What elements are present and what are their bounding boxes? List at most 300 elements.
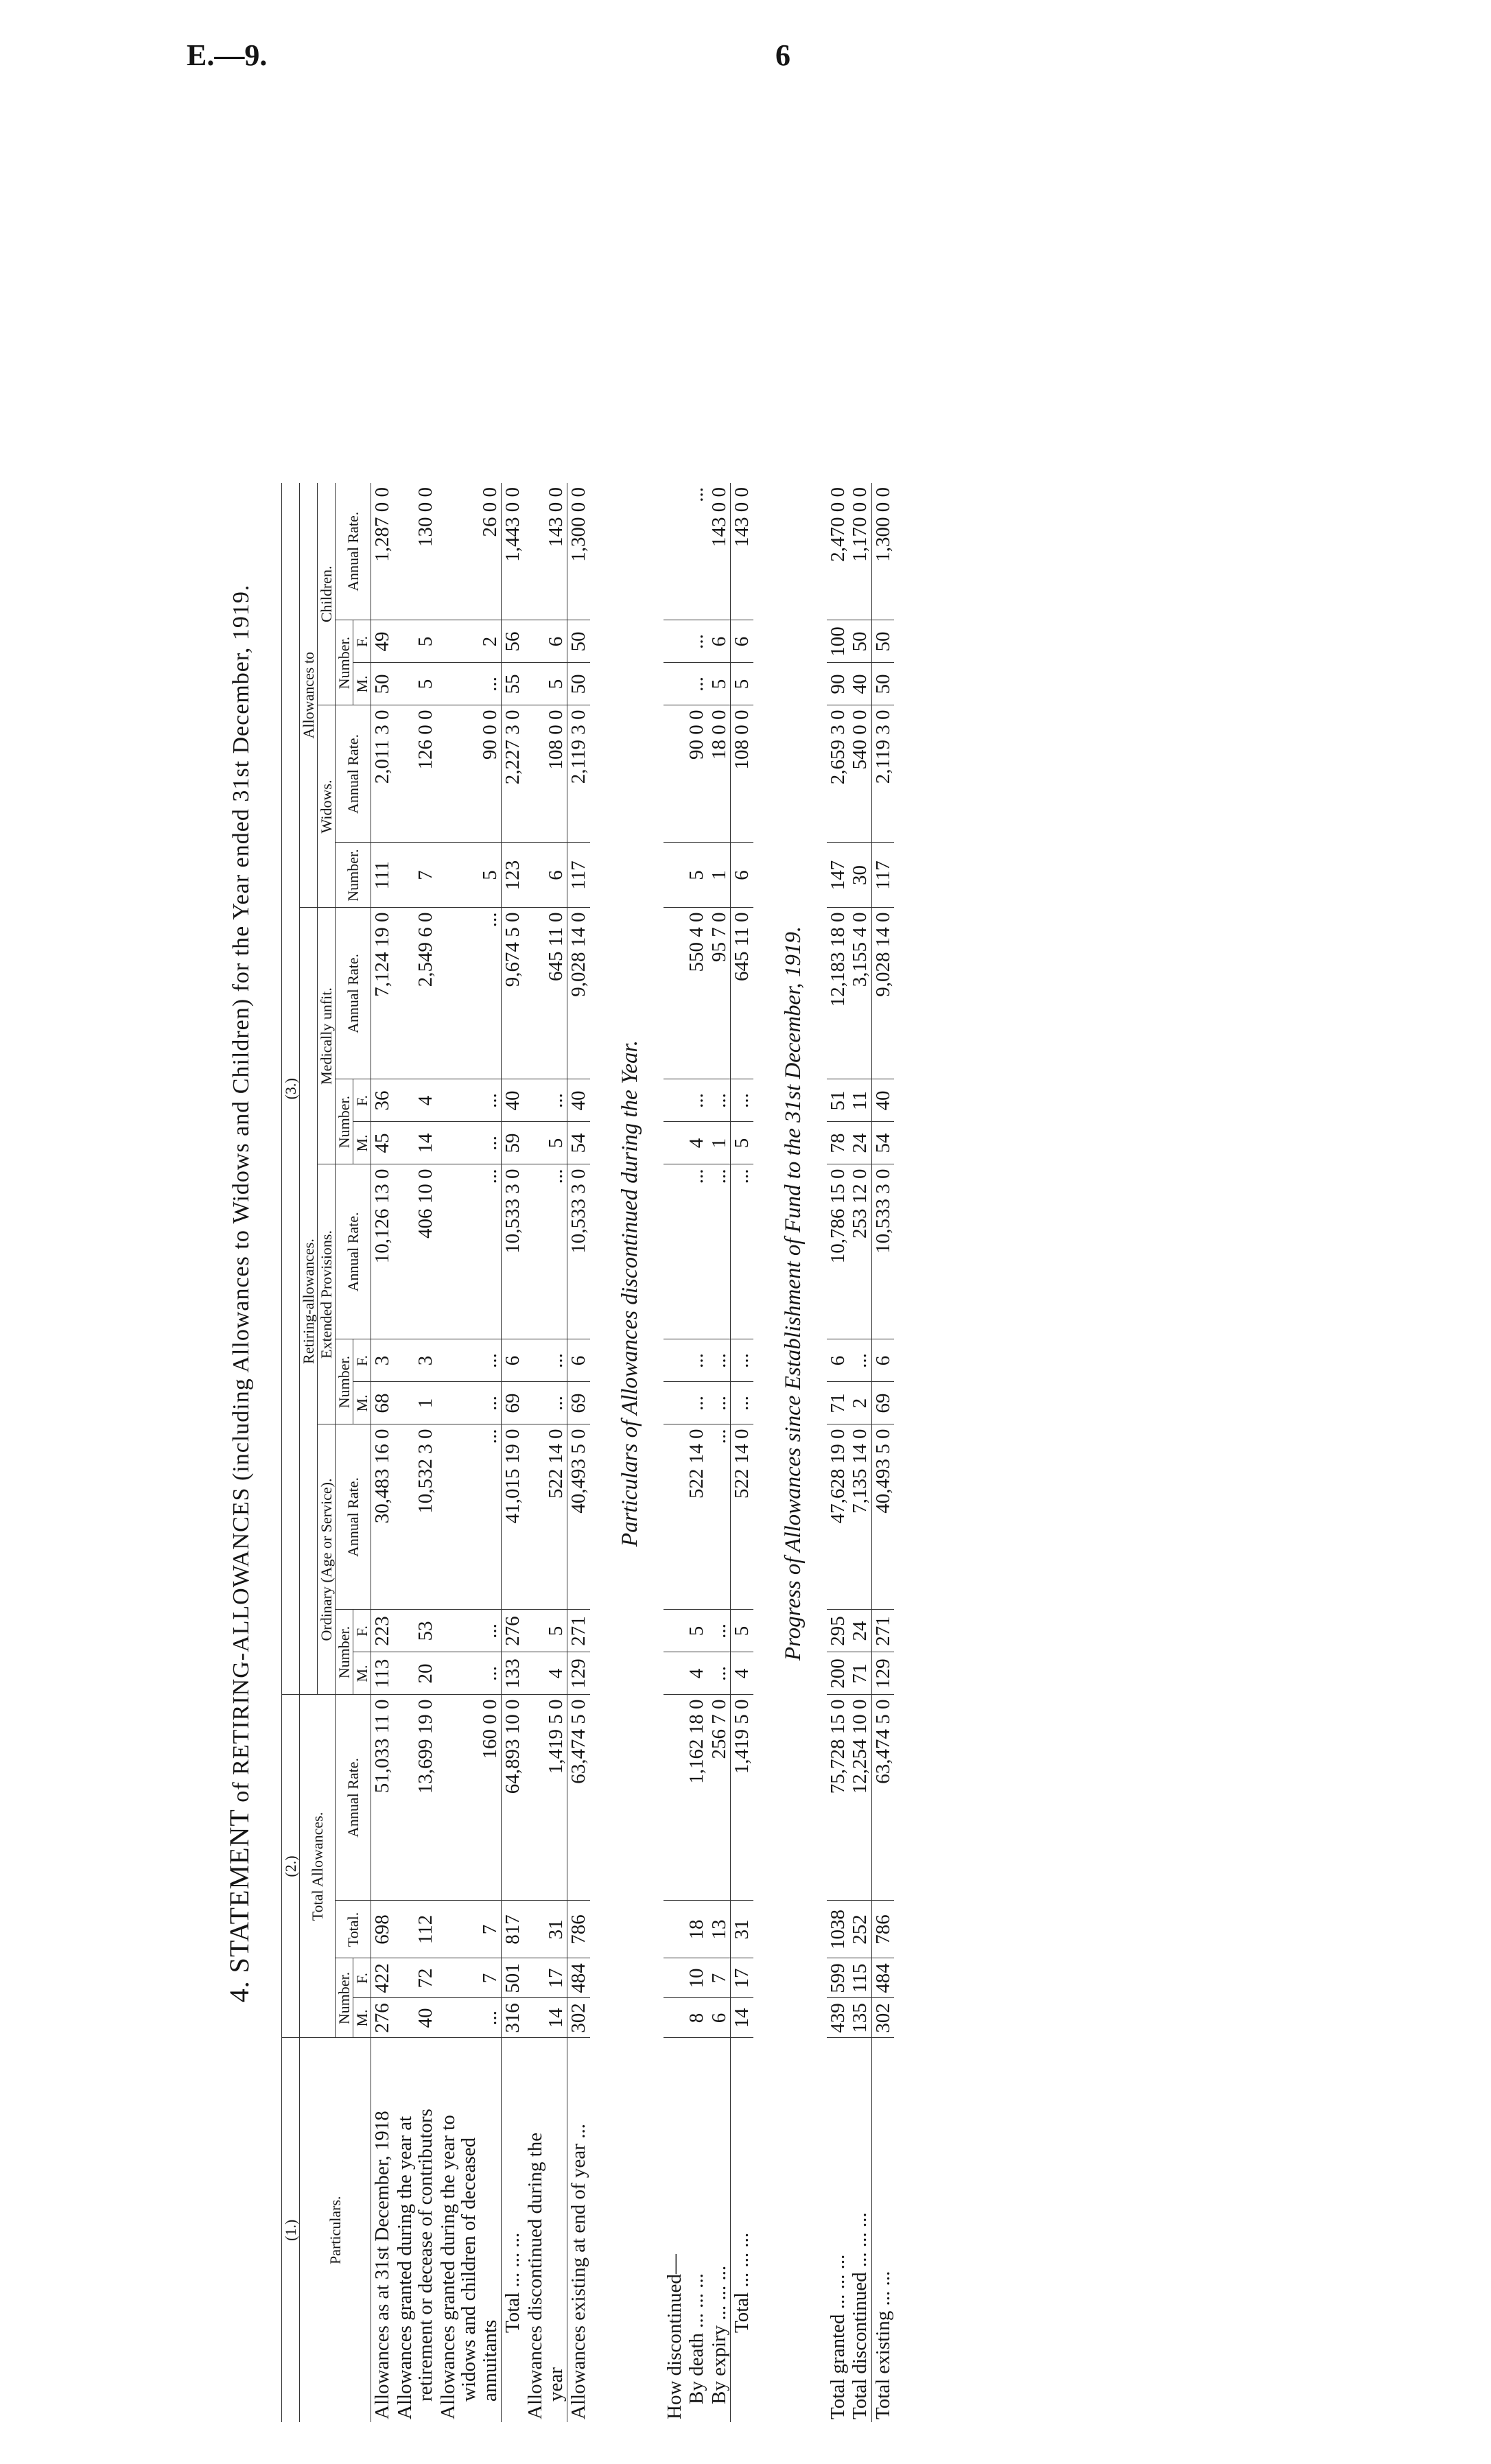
cell-of [664,1610,685,1652]
row-label-line: Allowances existing at end of year ... [567,2124,590,2419]
cell-or: 7,135 14 0 [849,1424,871,1610]
row-label-line: Total ... ... ... [502,2232,524,2333]
cell-cr: 2,470 0 0 [827,483,849,620]
total-total-header: Total. [336,1901,371,1958]
cell-em: 68 [371,1382,394,1424]
cell-tf [664,1958,685,1998]
cell-wr: 2,659 3 0 [827,705,849,843]
cell-cm: ... [437,663,502,705]
cell-tt: 786 [871,1901,894,1958]
cell-er: 253 12 0 [849,1164,871,1339]
children-header: Children. [318,483,336,705]
cell-wr: 108 0 0 [731,705,753,843]
cell-tt: 252 [849,1901,871,1958]
cell-em: ... [437,1382,502,1424]
section-progress-title: Progress of Allowances since Establishment of Fund to the 31st December, 1919. [781,926,806,1661]
ordinary-number-header: Number. [336,1610,353,1695]
cell-cf: ... [685,620,707,663]
row-label [567,2038,590,2422]
cell-om: 20 [394,1652,437,1695]
cell-mf: 40 [567,1079,590,1122]
cell-cf: 6 [731,620,753,663]
cell-cr: 1,300 0 0 [871,483,894,620]
cell-tm: 316 [502,1998,524,2038]
cell-wr: 126 0 0 [394,705,437,843]
extended-f-header: F. [353,1339,371,1382]
row-label [437,2038,502,2422]
cell-em: 71 [827,1382,849,1424]
col3-number: (3.) [282,483,300,1695]
row-label-line: annuitants [478,2319,501,2402]
cell-om: ... [708,1652,731,1695]
cell-tf: 422 [371,1958,394,1998]
cell-mm: 54 [871,1122,894,1164]
table-row [437,483,502,2422]
cell-mf: 4 [394,1079,437,1122]
cell-er: 10,533 3 0 [567,1164,590,1339]
cell-cm: 5 [731,663,753,705]
cell-of: 5 [731,1610,753,1652]
cell-of: 53 [394,1610,437,1652]
cell-mm: 45 [371,1122,394,1164]
cell-of: 276 [502,1610,524,1652]
cell-em: ... [685,1382,707,1424]
cell-cr: 1,170 0 0 [849,483,871,620]
cell-ef: ... [685,1339,707,1382]
cell-cm [664,663,685,705]
children-f-header: F. [353,620,371,663]
cell-tr: 160 0 0 [437,1695,502,1901]
cell-em: 2 [849,1382,871,1424]
cell-cr: 143 0 0 [731,483,753,620]
cell-tr: 1,419 5 0 [524,1695,567,1901]
table-row [567,483,590,2422]
row-label [524,2038,567,2422]
cell-em: ... [524,1382,567,1424]
cell-mf: ... [731,1079,753,1122]
cell-wr: 2,119 3 0 [871,705,894,843]
row-label [871,2038,894,2422]
cell-om: 129 [871,1652,894,1695]
cell-em: 69 [871,1382,894,1424]
cell-of: 5 [685,1610,707,1652]
total-m-header: M. [353,1998,371,2038]
table-row [827,483,849,2422]
page-number: 6 [775,38,790,72]
cell-mr: 3,155 4 0 [849,908,871,1079]
total-f-header: F. [353,1958,371,1998]
cell-tm: 14 [524,1998,567,2038]
cell-ef: 6 [827,1339,849,1382]
cell-or [664,1424,685,1610]
table-row [708,483,731,2422]
page-header-code: E.—9. [187,38,268,72]
row-label-line: Total existing ... ... [871,2271,894,2419]
cell-er: ... [708,1164,731,1339]
cell-tm: 302 [567,1998,590,2038]
cell-wr: 2,011 3 0 [371,705,394,843]
cell-om: 71 [849,1652,871,1695]
cell-er: ... [524,1164,567,1339]
cell-cm: 5 [394,663,437,705]
cell-mr: 2,549 6 0 [394,908,437,1079]
cell-er: 406 10 0 [394,1164,437,1339]
cell-er: ... [731,1164,753,1339]
row-label-line: By death ... ... ... [685,2273,708,2404]
row-label [685,2038,707,2422]
cell-em: 1 [394,1382,437,1424]
cell-tm: 276 [371,1998,394,2038]
cell-mm: ... [437,1122,502,1164]
discontinued-table [664,483,753,2422]
cell-ef: ... [731,1339,753,1382]
cell-ef: ... [437,1339,502,1382]
cell-cr: 143 0 0 [524,483,567,620]
row-label-line: Total ... ... ... [731,2232,753,2333]
row-label-line: Total granted ... ... ... [827,2254,849,2419]
cell-tt: 31 [524,1901,567,1958]
cell-mf: ... [524,1079,567,1122]
row-label-line: Allowances discontinued during the [524,2133,546,2419]
cell-tf: 501 [502,1958,524,1998]
cell-of: 223 [371,1610,394,1652]
cell-mm: 54 [567,1122,590,1164]
row-label [371,2038,394,2422]
row-label-line: Total discontinued ... ... ... [849,2212,871,2419]
cell-mf [664,1079,685,1122]
cell-mm: 59 [502,1122,524,1164]
cell-mr: 9,028 14 0 [871,908,894,1079]
cell-ef: 6 [871,1339,894,1382]
cell-om: 200 [827,1652,849,1695]
cell-er: 10,786 15 0 [827,1164,849,1339]
row-label-line: By expiry ... ... ... [707,2265,730,2404]
cell-tt: 31 [731,1901,753,1958]
cell-cf [664,620,685,663]
row-label-line: Allowances granted during the year at [393,2115,416,2419]
cell-tf: 17 [524,1958,567,1998]
cell-mm [664,1122,685,1164]
cell-or: 522 14 0 [524,1424,567,1610]
row-label [708,2038,731,2422]
cell-wr: 2,119 3 0 [567,705,590,843]
cell-cm: 55 [502,663,524,705]
particulars-header: Particulars. [300,2038,371,2422]
cell-of: 295 [827,1610,849,1652]
cell-of: ... [437,1610,502,1652]
extended-number-header: Number. [336,1339,353,1424]
col2-number: (2.) [282,1695,300,2038]
widows-number-header: Number. [336,843,371,908]
cell-wn: 147 [827,843,849,908]
cell-er: ... [437,1164,502,1339]
cell-mf: 11 [849,1079,871,1122]
cell-mf: ... [437,1079,502,1122]
cell-wn: 1 [708,843,731,908]
table-row [871,483,894,2422]
cell-ef: ... [849,1339,871,1382]
cell-cf: 6 [524,620,567,663]
cell-cm: ... [685,663,707,705]
cell-mm: 24 [849,1122,871,1164]
cell-tm: 439 [827,1998,849,2038]
cell-or: 522 14 0 [731,1424,753,1610]
cell-mr: 95 7 0 [708,908,731,1079]
title-prefix: 4. STATEMENT [224,1809,255,2003]
cell-om: 4 [524,1652,567,1695]
cell-om [664,1652,685,1695]
cell-mm: 5 [731,1122,753,1164]
cell-or: 10,532 3 0 [394,1424,437,1610]
cell-tr [664,1695,685,1901]
cell-cf: 100 [827,620,849,663]
cell-tf: 72 [394,1958,437,1998]
retiring-allowances-header: Retiring-allowances. [300,908,318,1695]
cell-cm: 50 [567,663,590,705]
cell-tm: 6 [708,1998,731,2038]
cell-or: 522 14 0 [685,1424,707,1610]
cell-mr: 7,124 19 0 [371,908,394,1079]
cell-cr: 130 0 0 [394,483,437,620]
ordinary-f-header: F. [353,1610,371,1652]
table-row [394,483,437,2422]
cell-mr: 550 4 0 [685,908,707,1079]
cell-tf: 10 [685,1958,707,1998]
cell-tm: 135 [849,1998,871,2038]
medically-unfit-header: Medically unfit. [318,908,336,1164]
cell-tr: 256 7 0 [708,1695,731,1901]
cell-tm: 8 [685,1998,707,2038]
cell-mr: 645 11 0 [524,908,567,1079]
cell-tf: 7 [437,1958,502,1998]
table-row [849,483,871,2422]
cell-tt: 786 [567,1901,590,1958]
cell-tf: 484 [871,1958,894,1998]
cell-mr [664,908,685,1079]
row-label-line: retirement or decease of contributors [414,2109,437,2402]
ordinary-header: Ordinary (Age or Service). [318,1424,336,1695]
cell-wn: 5 [685,843,707,908]
cell-om: ... [437,1652,502,1695]
cell-wn: 117 [567,843,590,908]
medically-f-header: F. [353,1079,371,1122]
total-number-header: Number. [336,1958,353,2038]
cell-tt: 112 [394,1901,437,1958]
cell-em: ... [731,1382,753,1424]
cell-wn: 5 [437,843,502,908]
cell-tf: 599 [827,1958,849,1998]
cell-er: ... [685,1164,707,1339]
medically-number-header: Number. [336,1079,353,1164]
medically-rate-header: Annual Rate. [336,908,371,1079]
cell-mr: 9,028 14 0 [567,908,590,1079]
cell-cr: 1,300 0 0 [567,483,590,620]
cell-cr: ... [685,483,707,620]
row-label [502,2038,524,2422]
cell-mr: 645 11 0 [731,908,753,1079]
cell-om: 4 [685,1652,707,1695]
cell-mf: 36 [371,1079,394,1122]
table-row [664,483,685,2422]
cell-tr: 63,474 5 0 [567,1695,590,1901]
widows-rate-header: Annual Rate. [336,705,371,843]
cell-wr: 90 0 0 [685,705,707,843]
extended-header: Extended Provisions. [318,1164,336,1424]
cell-cf: 56 [502,620,524,663]
cell-wn: 123 [502,843,524,908]
progress-table [827,483,894,2422]
row-label [394,2038,437,2422]
cell-wn [664,843,685,908]
cell-tm [664,1998,685,2038]
cell-of: 271 [567,1610,590,1652]
cell-or: 40,493 5 0 [871,1424,894,1610]
cell-mr: 9,674 5 0 [502,908,524,1079]
allowances-to-header: Allowances to [300,483,318,908]
section-discontinued-title: Particulars of Allowances discontinued during the Year. [618,1040,642,1547]
cell-mm: 14 [394,1122,437,1164]
cell-tr: 75,728 15 0 [827,1695,849,1901]
table-row [371,483,394,2422]
cell-of: 5 [524,1610,567,1652]
cell-cf: 6 [708,620,731,663]
cell-ef: 6 [567,1339,590,1382]
cell-cm: 40 [849,663,871,705]
cell-tf: 484 [567,1958,590,1998]
cell-or: 47,628 19 0 [827,1424,849,1610]
cell-mf: 40 [871,1079,894,1122]
cell-mf: 40 [502,1079,524,1122]
cell-tt: 7 [437,1901,502,1958]
table-row [731,483,753,2422]
cell-om: 133 [502,1652,524,1695]
cell-tt: 13 [708,1901,731,1958]
cell-mm: 78 [827,1122,849,1164]
extended-m-header: M. [353,1382,371,1424]
cell-wn: 111 [371,843,394,908]
cell-ef: 3 [371,1339,394,1382]
statement-title [223,165,255,2422]
cell-ef: 3 [394,1339,437,1382]
cell-em: 69 [567,1382,590,1424]
cell-om: 4 [731,1652,753,1695]
cell-er: 10,533 3 0 [502,1164,524,1339]
cell-mr: 12,183 18 0 [827,908,849,1079]
cell-cm: 50 [371,663,394,705]
cell-tr: 1,419 5 0 [731,1695,753,1901]
cell-tr: 1,162 18 0 [685,1695,707,1901]
cell-mf: ... [708,1079,731,1122]
table-row [524,483,567,2422]
cell-tf: 115 [849,1958,871,1998]
table-row [502,483,524,2422]
cell-er: 10,533 3 0 [871,1164,894,1339]
cell-cf: 50 [849,620,871,663]
title-rest: of RETIRING-ALLOWANCES (including Allowances to Widows and Children) for the Year ended 31st December, 1919. [228,584,254,1803]
cell-tm: 14 [731,1998,753,2038]
medically-m-header: M. [353,1122,371,1164]
row-label [849,2038,871,2422]
row-label-line: widows and children of deceased [458,2137,480,2402]
cell-em: 69 [502,1382,524,1424]
total-rate-header: Annual Rate. [336,1695,371,1901]
cell-ef: ... [524,1339,567,1382]
row-label-line: Allowances as at 31st December, 1918 [371,2111,394,2419]
cell-cm: 5 [524,663,567,705]
row-label [827,2038,849,2422]
row-label [664,2038,685,2422]
ordinary-rate-header: Annual Rate. [336,1424,371,1610]
cell-wr: 18 0 0 [708,705,731,843]
cell-of: 24 [849,1610,871,1652]
cell-ef: ... [708,1339,731,1382]
cell-ef: 6 [502,1339,524,1382]
rotated-table-area [151,165,1359,2422]
cell-om: 129 [567,1652,590,1695]
allowances-table [281,483,590,2422]
cell-cr: 26 0 0 [437,483,502,620]
widows-header: Widows. [318,705,336,908]
cell-tf: 7 [708,1958,731,1998]
cell-wn: 30 [849,843,871,908]
cell-or: 41,015 19 0 [502,1424,524,1610]
total-allowances-header: Total Allowances. [300,1695,336,2038]
row-label [731,2038,753,2422]
cell-tr: 51,033 11 0 [371,1695,394,1901]
cell-wn: 117 [871,843,894,908]
ordinary-m-header: M. [353,1652,371,1695]
cell-wr [664,705,685,843]
cell-cf: 2 [437,620,502,663]
cell-cr: 1,443 0 0 [502,483,524,620]
cell-om: 113 [371,1652,394,1695]
cell-wr: 2,227 3 0 [502,705,524,843]
cell-cf: 49 [371,620,394,663]
cell-wr: 108 0 0 [524,705,567,843]
cell-tt: 817 [502,1901,524,1958]
cell-of: ... [708,1610,731,1652]
cell-or: ... [708,1424,731,1610]
cell-mr: ... [437,908,502,1079]
cell-cm: 5 [708,663,731,705]
cell-er [664,1164,685,1339]
col1-number: (1.) [282,2038,300,2422]
cell-tt: 698 [371,1901,394,1958]
cell-wn: 6 [524,843,567,908]
cell-tt [664,1901,685,1958]
cell-mm: 1 [708,1122,731,1164]
row-label-line: How discontinued— [664,2254,685,2419]
cell-tr: 13,699 19 0 [394,1695,437,1901]
cell-cm: 50 [871,663,894,705]
cell-er: 10,126 13 0 [371,1164,394,1339]
cell-mf: 51 [827,1079,849,1122]
cell-cf: 50 [567,620,590,663]
cell-cm: 90 [827,663,849,705]
table-row [685,483,707,2422]
cell-tf: 17 [731,1958,753,1998]
cell-of: 271 [871,1610,894,1652]
cell-wr: 90 0 0 [437,705,502,843]
row-label-line: year [544,2367,567,2402]
cell-mf: ... [685,1079,707,1122]
children-m-header: M. [353,663,371,705]
cell-mm: 5 [524,1122,567,1164]
cell-cr: 143 0 0 [708,483,731,620]
cell-or: ... [437,1424,502,1610]
cell-cf: 5 [394,620,437,663]
cell-cr: 1,287 0 0 [371,483,394,620]
